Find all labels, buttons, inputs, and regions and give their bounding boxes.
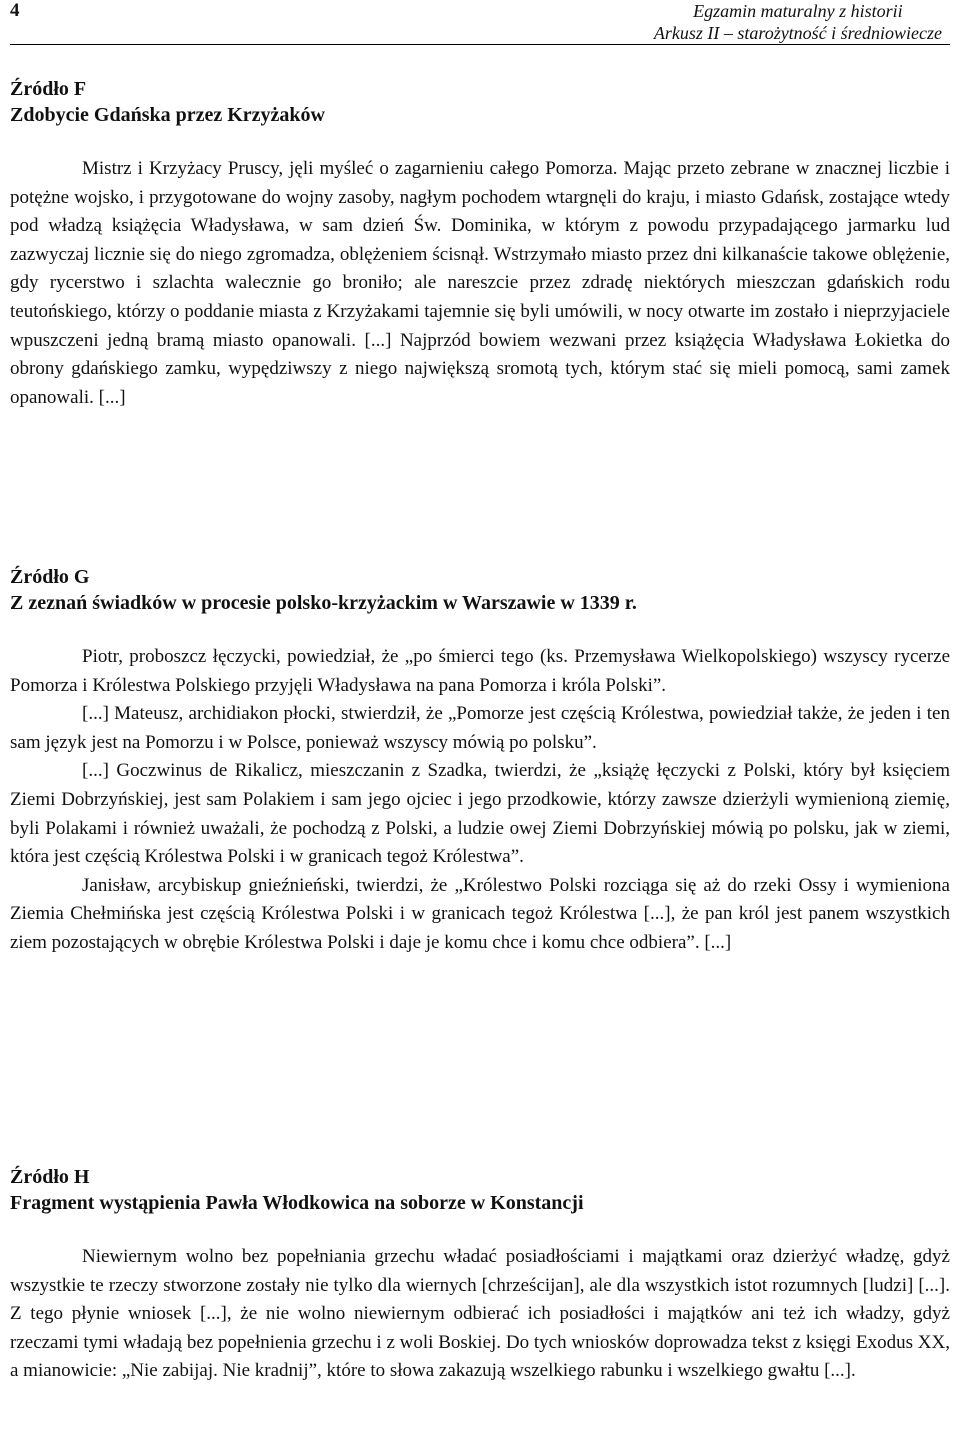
source-f-section — [10, 76, 950, 412]
source-g-paragraph-4: Janisław, arcybiskup gnieźnieński, twierdzi, że „Królestwo Polski rozciąga się aż do rzeki Ossy i wymieniona Ziemia Chełmińska jest częścią Królestwa Polski i w granicach tegoż Królestwa [...], że pan król jest panem wszystkich ziem pozostających w obrębie Królestwa Polski i daje je komu chce i komu chce odbiera”. [...] — [10, 874, 950, 953]
source-g-section — [10, 564, 950, 958]
sheet-title: Arkusz II – starożytność i średniowiecze — [653, 23, 942, 43]
page-header — [10, 0, 950, 45]
source-g-paragraph-2: [...] Mateusz, archidiakon płocki, stwierdził, że „Pomorze jest częścią Królestwa, powiedział także, że jeden i ten sam język jest na Pomorzu i w Polsce, ponieważ wszyscy mówią po polsku”. — [10, 703, 950, 753]
source-g-title: Z zeznań świadków w procesie polsko-krzyżackim w Warszawie w 1339 r. — [10, 592, 637, 614]
source-h-text: Niewiernym wolno bez popełniania grzechu władać posiadłościami i majątkami oraz dzierżyć władzę, gdyż wszystkie te rzeczy stworzone zostały nie tylko dla wiernych [chrześcijan], ale dla wszystkich istot rozumnych [ludzi] [...]. Z tego płynie wniosek [...], że nie wolno niewiernym odbierać ich posiadłości i majątków ani też ich władzy, gdyż rzeczami tymi władają bez popełnienia grzechu i z woli Boskiej. Do tych wniosków doprowadza tekst z księgi Exodus XX, a mianowicie: „Nie zabijaj. Nie kradnij”, które to słowa zakazują wszelkiego rabunku i wszelkiego gwałtu [...]. — [10, 1246, 950, 1382]
source-f-title: Zdobycie Gdańska przez Krzyżaków — [10, 104, 325, 126]
source-g-paragraph-3: [...] Goczwinus de Rikalicz, mieszczanin z Szadka, twierdzi, że „książę łęczycki z Polski, który był księciem Ziemi Dobrzyńskiej, jest sam Polakiem i sam jego ojciec i jego przodkowie, którzy zawsze dzierżyli wymienioną ziemię, byli Polakami i również uważali, że pochodzą z Polski, a ludzie owej Ziemi Dobrzyńskiej mówią po polsku, jak w ziemi, która jest częścią Królestwa Polski i w granicach tegoż Królestwa”. — [10, 760, 950, 868]
source-g-label: Źródło G — [10, 566, 90, 588]
source-h-label: Źródło H — [10, 1166, 90, 1188]
header-titles — [654, 0, 942, 44]
source-f-text: Mistrz i Krzyżacy Pruscy, jęli myśleć o zagarnieniu całego Pomorza. Mając przeto zebrane w znacznej liczbie i potężne wojsko, i przygotowane do wojny zasoby, nagłym pochodem wtargnęli do kraju, i miasto Gdańsk, zostające wtedy pod władzą książęcia Władysława, w sam dzień Św. Dominika, w którym z powodu przypadającego jarmarku lud zazwyczaj licznie się do niego zgromadza, oblężeniem ścisnął. Wstrzymało miasto przez dni kilkanaście takowe oblężenie, gdy rycerstwo i szlachta walecznie go broniło; ale nareszcie przez zdradę niektórych mieszczan gdańskich rodu teutońskiego, którzy o poddanie miasta z Krzyżakami tajemnie się byli umówili, w nocy otwarte im zostało i nieprzyjaciele wpuszczeni jedną bramą miasto opanowali. [...] Najprzód bowiem wezwani przez książęcia Władysława Łokietka do obrony gdańskiego zamku, wypędziwszy z niego największą sromotą tych, którym stać się mieli pomocą, sami zamek opanowali. [...] — [10, 158, 950, 408]
page-number: 4 — [10, 0, 20, 21]
source-h-title: Fragment wystąpienia Pawła Włodkowica na soborze w Konstancji — [10, 1192, 584, 1214]
source-h-section — [10, 1164, 950, 1386]
source-f-label: Źródło F — [10, 78, 87, 100]
source-g-paragraph-1: Piotr, proboszcz łęczycki, powiedział, że „po śmierci tego (ks. Przemysława Wielkopolskiego) wszyscy rycerze Pomorza i Królestwa Polskiego przyjęli Władysława na pana Pomorza i króla Polski”. — [10, 646, 950, 696]
exam-title: Egzamin maturalny z historii — [693, 1, 903, 21]
